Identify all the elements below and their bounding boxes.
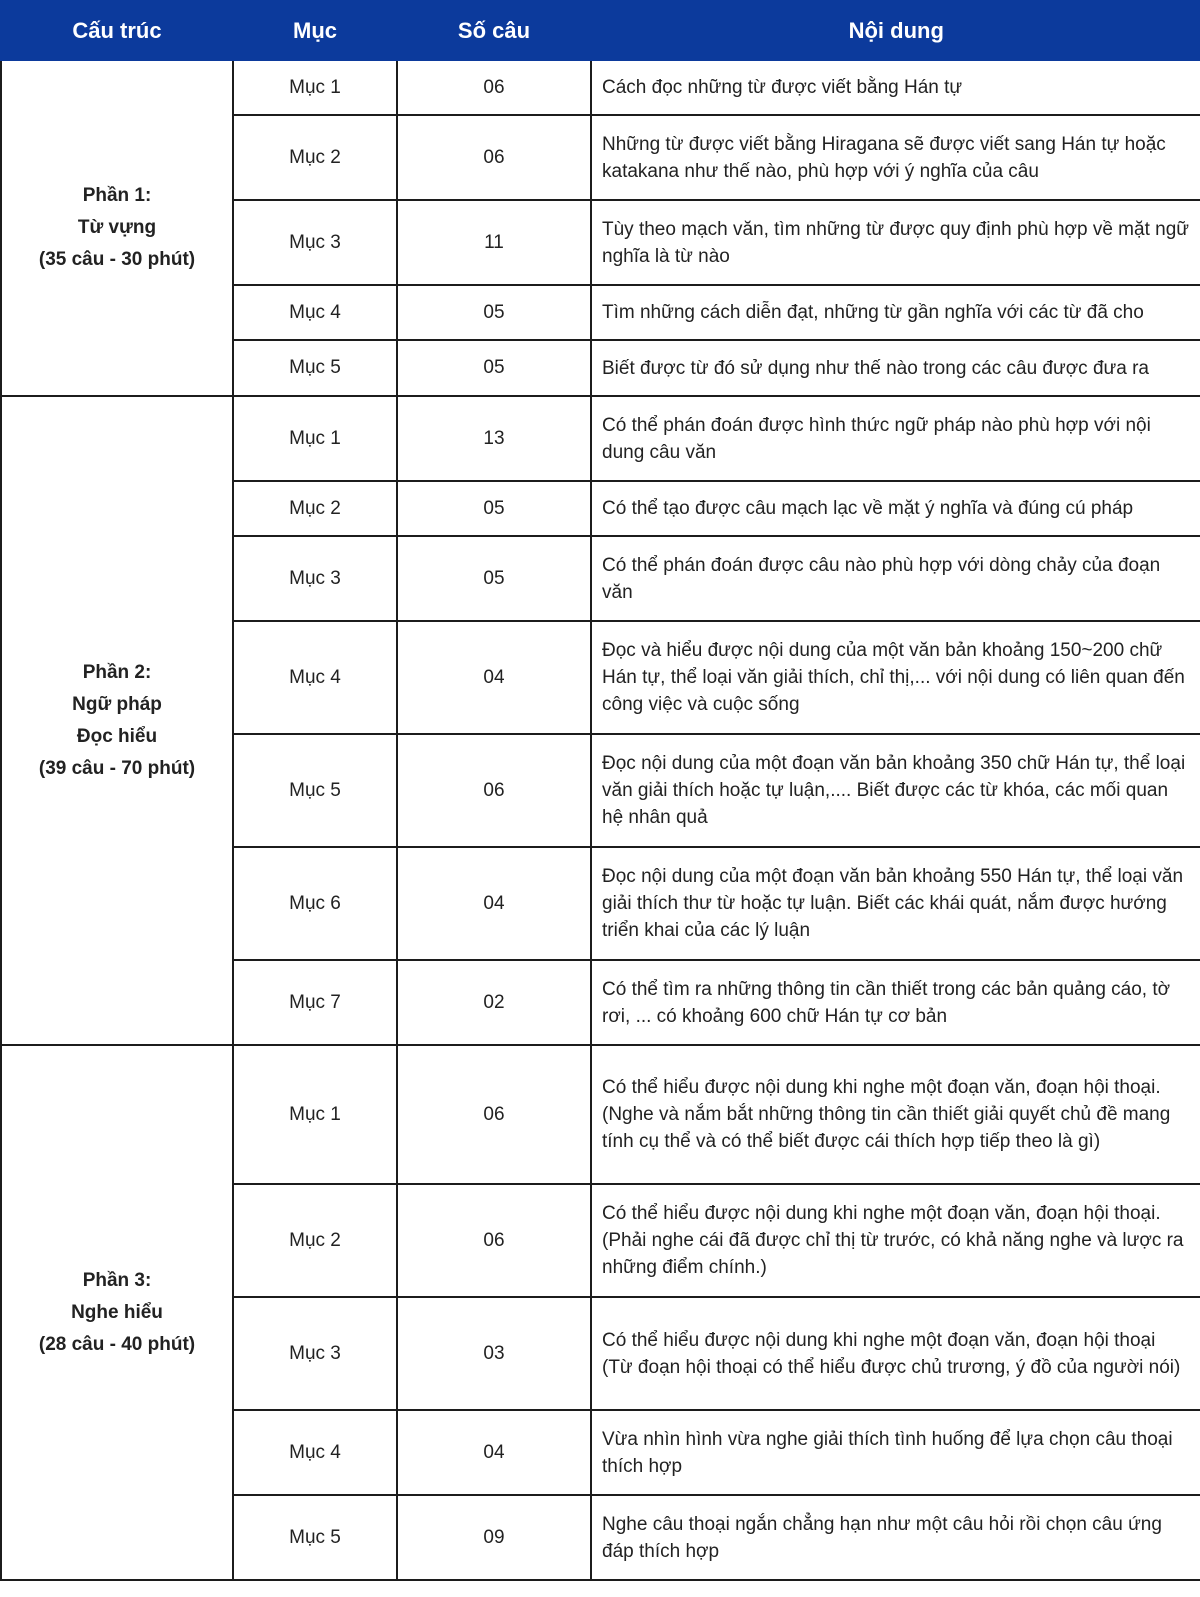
section-title	[1, 396, 233, 1045]
content-cell: Có thể hiểu được nội dung khi nghe một đoạn văn, đoạn hội thoại. (Nghe và nắm bắt những thông tin cần thiết giải quyết chủ đề mang tính cụ thể và có thể biết được cái thích hợp tiếp theo là gì)	[591, 1045, 1200, 1184]
header-count: Số câu	[397, 1, 591, 60]
item-cell: Mục 3	[233, 1297, 397, 1410]
table-row	[1, 396, 1200, 481]
item-cell: Mục 5	[233, 340, 397, 396]
count-cell: 06	[397, 734, 591, 847]
content-cell: Có thể phán đoán được hình thức ngữ pháp nào phù hợp với nội dung câu văn	[591, 396, 1200, 481]
count-cell: 11	[397, 200, 591, 285]
content-cell: Biết được từ đó sử dụng như thế nào trong các câu được đưa ra	[591, 340, 1200, 396]
section-title-line: Từ vựng	[77, 217, 157, 238]
count-cell: 04	[397, 1410, 591, 1495]
item-cell: Mục 1	[233, 396, 397, 481]
section-title-line: Phần 1:	[82, 185, 152, 206]
section-title-line: Đọc hiểu	[76, 725, 158, 747]
section-title-line: Ngữ pháp	[72, 693, 162, 715]
header-row	[1, 1, 1200, 60]
count-cell: 06	[397, 115, 591, 200]
count-cell: 05	[397, 481, 591, 536]
count-cell: 04	[397, 847, 591, 960]
content-cell: Đọc nội dung của một đoạn văn bản khoảng 550 Hán tự, thể loại văn giải thích thư từ hoặc tự luận. Biết các khái quát, nắm được hướng triển khai của các lý luận	[591, 847, 1200, 960]
content-cell: Những từ được viết bằng Hiragana sẽ được viết sang Hán tự hoặc katakana như thế nào, phù hợp với ý nghĩa của câu	[591, 115, 1200, 200]
content-cell: Vừa nhìn hình vừa nghe giải thích tình huống để lựa chọn câu thoại thích hợp	[591, 1410, 1200, 1495]
item-cell: Mục 6	[233, 847, 397, 960]
count-cell: 05	[397, 285, 591, 340]
item-cell: Mục 3	[233, 200, 397, 285]
item-cell: Mục 4	[233, 285, 397, 340]
item-cell: Mục 2	[233, 115, 397, 200]
item-cell: Mục 4	[233, 1410, 397, 1495]
item-cell: Mục 5	[233, 734, 397, 847]
content-cell: Có thể hiểu được nội dung khi nghe một đoạn văn, đoạn hội thoại (Từ đoạn hội thoại có thể hiểu được chủ trương, ý đồ của người nói)	[591, 1297, 1200, 1410]
count-cell: 06	[397, 1184, 591, 1297]
section-title-line: (28 câu - 40 phút)	[38, 1333, 196, 1355]
count-cell: 06	[397, 60, 591, 115]
content-cell: Cách đọc những từ được viết bằng Hán tự	[591, 60, 1200, 115]
table-body	[1, 60, 1200, 1580]
section-title-line: (39 câu - 70 phút)	[38, 757, 196, 779]
section-title	[1, 1045, 233, 1580]
section-title-line: Phần 3:	[82, 1269, 152, 1291]
content-cell: Tùy theo mạch văn, tìm những từ được quy định phù hợp về mặt ngữ nghĩa là từ nào	[591, 200, 1200, 285]
header-content: Nội dung	[591, 1, 1200, 60]
content-cell: Đọc nội dung của một đoạn văn bản khoảng 350 chữ Hán tự, thể loại văn giải thích hoặc tự luận,.... Biết được các từ khóa, các mối quan hệ nhân quả	[591, 734, 1200, 847]
item-cell: Mục 1	[233, 1045, 397, 1184]
content-cell: Có thể tìm ra những thông tin cần thiết trong các bản quảng cáo, tờ rơi, ... có khoảng 600 chữ Hán tự cơ bản	[591, 960, 1200, 1045]
item-cell: Mục 2	[233, 1184, 397, 1297]
section-title	[1, 60, 233, 396]
count-cell: 04	[397, 621, 591, 734]
content-cell: Đọc và hiểu được nội dung của một văn bản khoảng 150~200 chữ Hán tự, thể loại văn giải thích, chỉ thị,... với nội dung có liên quan đến công việc và cuộc sống	[591, 621, 1200, 734]
content-cell: Có thể hiểu được nội dung khi nghe một đoạn văn, đoạn hội thoại. (Phải nghe cái đã được chỉ thị từ trước, có khả năng nghe và lược ra những điểm chính.)	[591, 1184, 1200, 1297]
count-cell: 05	[397, 536, 591, 621]
count-cell: 03	[397, 1297, 591, 1410]
count-cell: 05	[397, 340, 591, 396]
header-item: Mục	[233, 1, 397, 60]
count-cell: 02	[397, 960, 591, 1045]
count-cell: 09	[397, 1495, 591, 1580]
header-structure: Cấu trúc	[1, 1, 233, 60]
content-cell: Có thể phán đoán được câu nào phù hợp với dòng chảy của đoạn văn	[591, 536, 1200, 621]
content-cell: Nghe câu thoại ngắn chẳng hạn như một câu hỏi rồi chọn câu ứng đáp thích hợp	[591, 1495, 1200, 1580]
item-cell: Mục 7	[233, 960, 397, 1045]
section-title-line: (35 câu - 30 phút)	[38, 249, 196, 270]
count-cell: 06	[397, 1045, 591, 1184]
section-title-line: Phần 2:	[82, 661, 152, 683]
item-cell: Mục 1	[233, 60, 397, 115]
item-cell: Mục 3	[233, 536, 397, 621]
section-title-line: Nghe hiểu	[71, 1301, 163, 1323]
count-cell: 13	[397, 396, 591, 481]
item-cell: Mục 2	[233, 481, 397, 536]
content-cell: Tìm những cách diễn đạt, những từ gần nghĩa với các từ đã cho	[591, 285, 1200, 340]
item-cell: Mục 4	[233, 621, 397, 734]
item-cell: Mục 5	[233, 1495, 397, 1580]
table-row	[1, 60, 1200, 115]
table-row	[1, 1045, 1200, 1184]
content-cell: Có thể tạo được câu mạch lạc về mặt ý nghĩa và đúng cú pháp	[591, 481, 1200, 536]
